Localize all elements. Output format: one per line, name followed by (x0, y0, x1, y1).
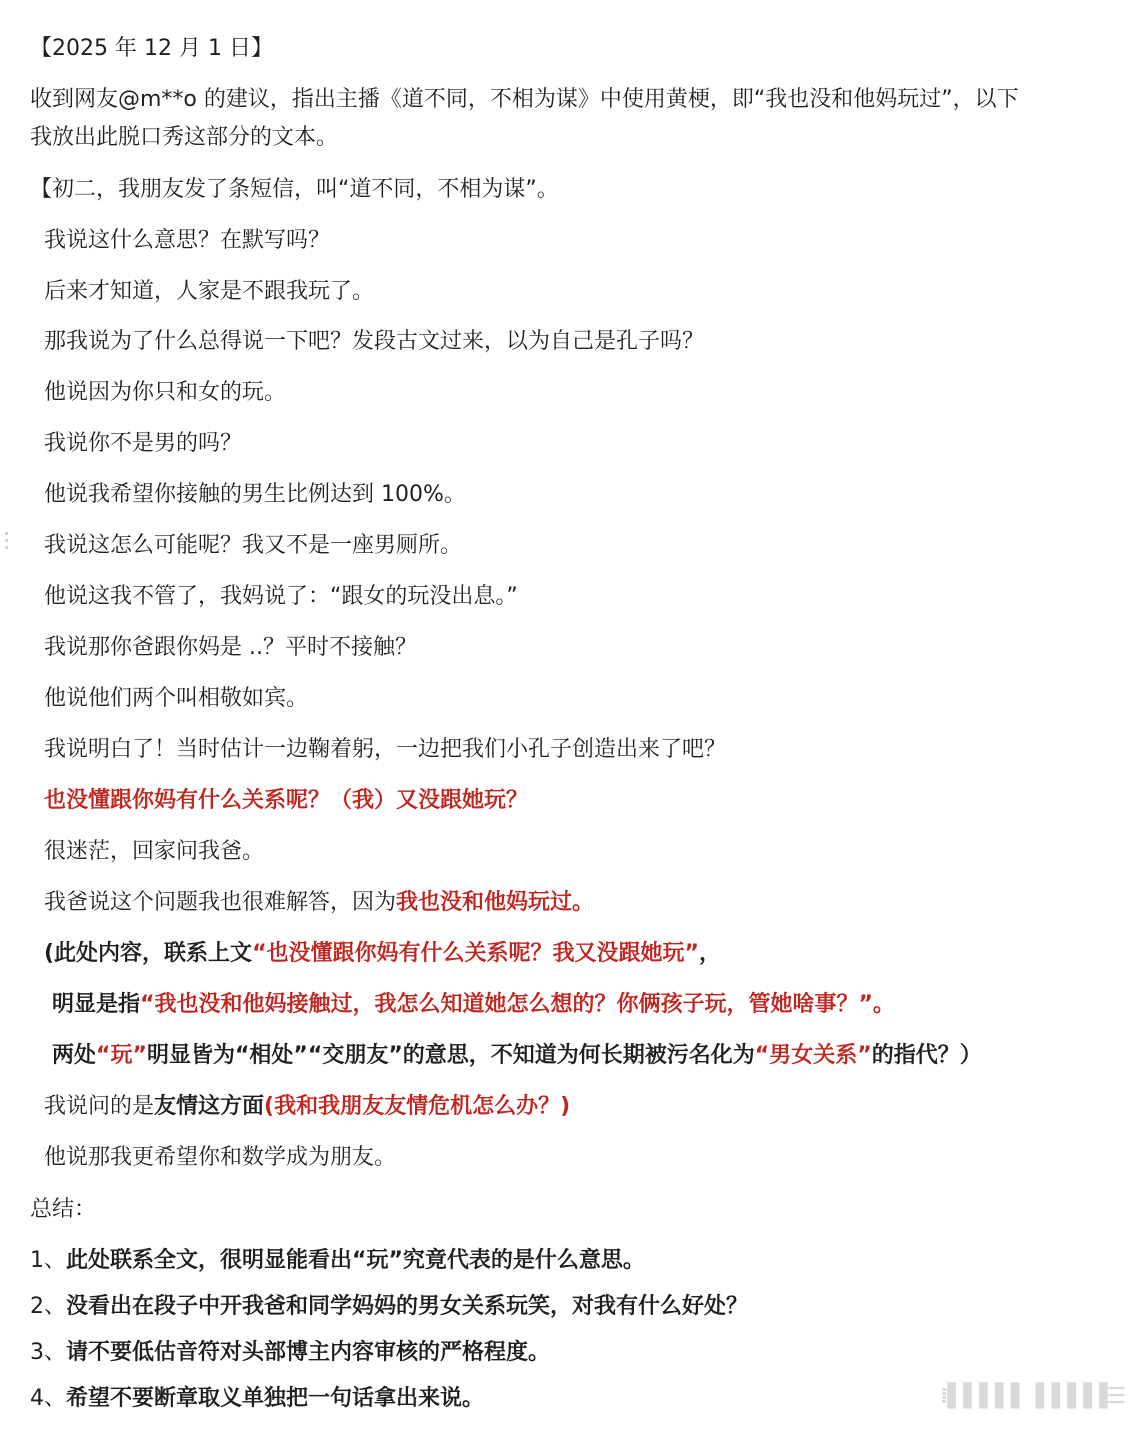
summary-num: 2、 (30, 1294, 66, 1319)
summary-label: 总结： (30, 1197, 97, 1222)
dialogue-line: 他说我希望你接触的男生比例达到 100%。 (44, 482, 466, 507)
friendship-prefix: 我说问的是 (44, 1094, 155, 1119)
drag-handle-icon[interactable] (0, 528, 12, 562)
summary-item (30, 1384, 484, 1414)
last-dialogue-line: 他说那我更希望你和数学成为朋友。 (44, 1145, 397, 1170)
dialogue-line: 他说因为你只和女的玩。 (44, 380, 287, 405)
confused-line: 很迷茫，回家问我爸。 (44, 839, 265, 864)
note-line-2 (52, 990, 895, 1020)
note-line-3 (52, 1041, 982, 1071)
dad-line-highlight: 我也没和他妈玩过。 (396, 890, 595, 915)
dialogue-line: 我说你不是男的吗？ (44, 431, 243, 456)
note-3-p1: 两处 (52, 1043, 97, 1068)
summary-num: 4、 (30, 1386, 66, 1411)
summary-item (30, 1292, 748, 1322)
note-3-q2: “男女关系” (754, 1043, 872, 1068)
note-3-p2: 明显皆为“相处”“交朋友”的意思，不知道为何长期被污名化为 (146, 1043, 755, 1068)
note-3-p3: 的指代？） (871, 1043, 982, 1068)
note-2-quote: “我也没和他妈接触过，我怎么知道她怎么想的？你俩孩子玩，管她啥事？”。 (140, 992, 895, 1017)
summary-text: 没看出在段子中开我爸和同学妈妈的男女关系玩笑，对我有什么好处？ (66, 1294, 749, 1319)
dialogue-line: 我说这怎么可能呢？我又不是一座男厕所。 (44, 533, 463, 558)
dialogue-line: 我说那你爸跟你妈是 ..？平时不接触？ (44, 635, 417, 660)
friendship-red: (我和我朋友友情危机怎么办？) (264, 1094, 571, 1119)
summary-item (30, 1246, 645, 1276)
script-open: 【初二，我朋友发了条短信，叫“道不同，不相为谋”。 (30, 177, 559, 202)
dialogue-line: 后来才知道，人家是不跟我玩了。 (44, 279, 375, 304)
friendship-bold: 友情这方面 (154, 1094, 265, 1119)
note-3-q1: “玩” (96, 1043, 147, 1068)
note-2-prefix: 明显是指 (52, 992, 141, 1017)
intro-line-2: 我放出此脱口秀这部分的文本。 (30, 125, 339, 150)
dad-line (44, 888, 594, 918)
summary-item (30, 1338, 550, 1368)
dialogue-line: 他说这我不管了，我妈说了：“跟女的玩没出息。” (44, 584, 518, 609)
dialogue-line: 我说明白了！当时估计一边鞠着躬，一边把我们小孔子创造出来了吧？ (44, 737, 727, 762)
summary-text: 此处联系全文，很明显能看出“玩”究竟代表的是什么意思。 (66, 1248, 645, 1273)
summary-num: 3、 (30, 1340, 66, 1365)
note-line-1 (44, 939, 721, 969)
dialogue-line: 我说这什么意思？在默写吗？ (44, 228, 331, 253)
dialogue-line: 那我说为了什么总得说一下吧？发段古文过来，以为自己是孔子吗？ (44, 329, 705, 354)
dad-line-prefix: 我爸说这个问题我也很难解答，因为 (44, 890, 397, 915)
summary-text: 请不要低估音符对头部博主内容审核的严格程度。 (66, 1340, 551, 1365)
intro-line-1: 收到网友@m**o 的建议，指出主播《道不同，不相为谋》中使用黄梗，即“我也没和他妈玩过”，以下 (30, 87, 1019, 112)
friendship-line (44, 1092, 570, 1122)
date-heading: 【2025 年 12 月 1 日】 (30, 36, 273, 61)
note-1-quote: “也没懂跟你妈有什么关系呢？我又没跟她玩” (252, 941, 699, 966)
summary-num: 1、 (30, 1248, 66, 1273)
summary-text: 希望不要断章取义单独把一句话拿出来说。 (66, 1386, 485, 1411)
highlight-line: 也没懂跟你妈有什么关系呢？（我）又没跟她玩？ (44, 788, 529, 813)
note-1-prefix: (此处内容，联系上文 (44, 941, 253, 966)
note-1-suffix: ， (698, 941, 721, 966)
dialogue-line: 他说他们两个叫相敬如宾。 (44, 686, 309, 711)
watermark: ⁞▌▌▌▌▌▐▐▐▐▐☰ (940, 1384, 1126, 1409)
